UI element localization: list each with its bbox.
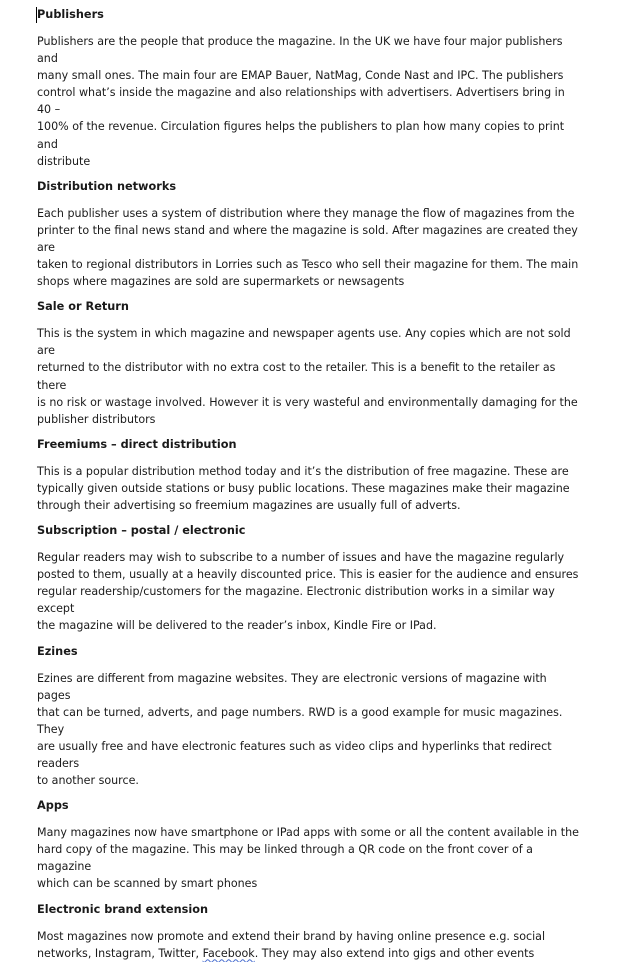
section-heading: Sale or Return [37, 300, 129, 314]
section-ezines [37, 643, 579, 790]
section-body: Publishers are the people that produce the magazine. In the UK we have four major publishers and many small ones. The main four are EMAP Bauer, NatMag, Conde Nast and IPC. The publishers control what’s inside the magazine and also relationships with advertisers. Advertisers bring in 40 – 100% of the revenue. Circulation figures helps the publishers to plan how many copies to print and distribute [37, 35, 565, 168]
body-text: . They may also extend into gigs and other events [254, 946, 535, 960]
section-heading: Publishers [37, 8, 104, 21]
section-apps [37, 797, 579, 892]
section-heading: Electronic brand extension [37, 902, 209, 916]
section-heading: Freemiums – direct distribution [37, 437, 237, 451]
section-freemiums [37, 436, 579, 514]
document-page[interactable] [37, 6, 579, 962]
section-heading: Ezines [37, 644, 78, 658]
section-heading: Distribution networks [37, 179, 177, 193]
section-heading: Subscription – postal / electronic [37, 524, 246, 538]
section-publishers [37, 6, 579, 170]
section-subscription [37, 522, 579, 634]
section-body [37, 928, 579, 962]
body-text: Most magazines now promote and extend their brand by having online presence e.g. social networks, Instagram, Twitter, [37, 929, 546, 960]
section-body: This is the system in which magazine and newspaper agents use. Any copies which are not sold are returned to the distributor with no extra cost to the retailer. This is a benefit to the retailer as there is no risk or wastage involved. However it is very wasteful and environmentally damaging for the publisher distributors [37, 327, 578, 426]
section-distribution-networks [37, 178, 579, 290]
spellcheck-flagged-word[interactable]: Facebook [202, 946, 255, 960]
section-body: Each publisher uses a system of distribution where they manage the flow of magazines from the printer to the final news stand and where the magazine is sold. After magazines are created they are taken to regional distributors in Lorries such as Tesco who sell their magazine for them. The main shops where magazines are sold are supermarkets or newsagents [37, 206, 579, 289]
section-body: Many magazines now have smartphone or IPad apps with some or all the content available in the hard copy of the magazine. This may be linked through a QR code on the front cover of a magazine which can be scanned by smart phones [37, 826, 579, 891]
section-electronic-brand-extension [37, 901, 579, 962]
section-sale-or-return [37, 298, 579, 428]
section-body: This is a popular distribution method today and it’s the distribution of free magazine. These are typically given outside stations or busy public locations. These magazines make their magazine through their advertising so freemium magazines are usually full of adverts. [37, 464, 570, 512]
section-body: Ezines are different from magazine websites. They are electronic versions of magazine with pages that can be turned, adverts, and page numbers. RWD is a good example for music magazines. They are usually free and have electronic features such as video clips and hyperlinks that redirect readers to another source. [37, 671, 563, 788]
section-body: Regular readers may wish to subscribe to a number of issues and have the magazine regularly posted to them, usually at a heavily discounted price. This is easier for the audience and ensures regular readership/customers for the magazine. Electronic distribution works in a similar way except the magazine will be delivered to the reader’s inbox, Kindle Fire or IPad. [37, 551, 579, 633]
section-heading: Apps [37, 799, 69, 813]
